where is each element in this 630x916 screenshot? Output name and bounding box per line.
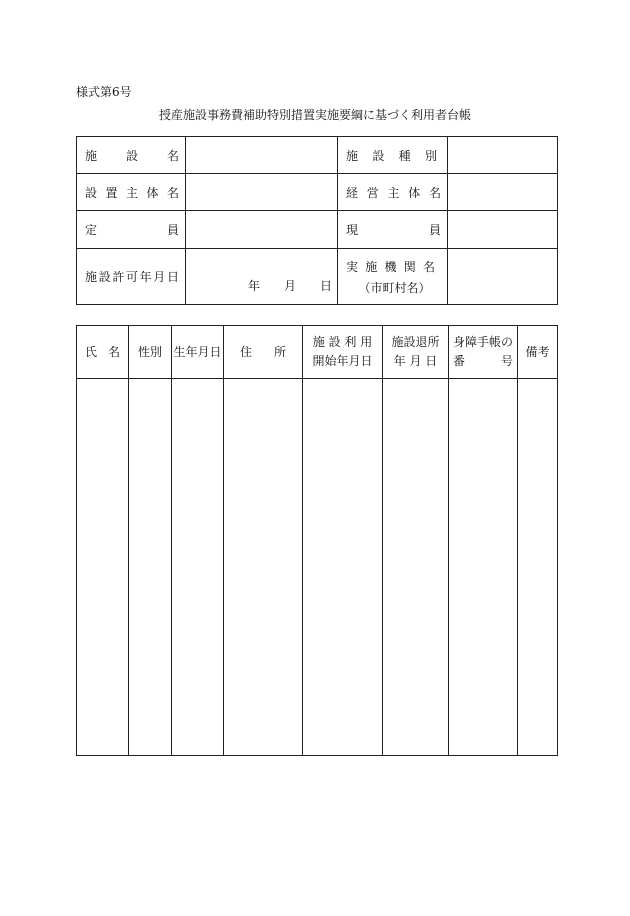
capacity-field[interactable]	[186, 211, 338, 249]
remarks-column-cell[interactable]	[518, 379, 558, 756]
header-disability-number: 身障手帳の 番 号	[449, 326, 518, 379]
disability-number-column-cell[interactable]	[449, 379, 518, 756]
header-name: 氏 名	[77, 326, 129, 379]
header-address: 住 所	[224, 326, 303, 379]
facility-type-label: 施 設 種 別	[338, 137, 448, 174]
facility-name-field[interactable]	[186, 137, 338, 174]
establisher-field[interactable]	[186, 174, 338, 211]
table-row	[77, 379, 558, 756]
permit-date-label: 施 設 許 可 年 月 日	[77, 249, 186, 305]
header-leave-date: 施設退所 年 月 日	[383, 326, 449, 379]
permit-date-field[interactable]	[186, 249, 338, 305]
header-sex: 性別	[129, 326, 172, 379]
leave-date-column-cell[interactable]	[383, 379, 449, 756]
current-members-label: 現 員	[338, 211, 448, 249]
month-unit: 月	[283, 279, 296, 293]
agency-label: 実 施 機 関 名 （市町村名）	[338, 249, 448, 305]
day-unit: 日	[319, 279, 332, 293]
agency-field[interactable]	[448, 249, 558, 305]
form-number: 様式第6号	[76, 85, 132, 99]
year-unit: 年	[247, 279, 260, 293]
establisher-label: 設 置 主 体 名	[77, 174, 186, 211]
agency-sub-label: （市町村名）	[358, 280, 431, 295]
address-column-cell[interactable]	[224, 379, 303, 756]
current-members-field[interactable]	[448, 211, 558, 249]
header-start-date: 施 設 利 用 開始年月日	[303, 326, 383, 379]
operator-field[interactable]	[448, 174, 558, 211]
name-column-cell[interactable]	[77, 379, 129, 756]
facility-info-table	[76, 136, 558, 305]
header-birthdate: 生年月日	[172, 326, 224, 379]
facility-name-label: 施 設 名	[77, 137, 186, 174]
document-title: 授産施設事務費補助特別措置実施要綱に基づく利用者台帳	[158, 108, 471, 122]
birthdate-column-cell[interactable]	[172, 379, 224, 756]
facility-type-field[interactable]	[448, 137, 558, 174]
users-table	[76, 325, 558, 756]
sex-column-cell[interactable]	[129, 379, 172, 756]
operator-label: 経 営 主 体 名	[338, 174, 448, 211]
start-date-column-cell[interactable]	[303, 379, 383, 756]
capacity-label: 定 員	[77, 211, 186, 249]
header-remarks: 備考	[518, 326, 558, 379]
